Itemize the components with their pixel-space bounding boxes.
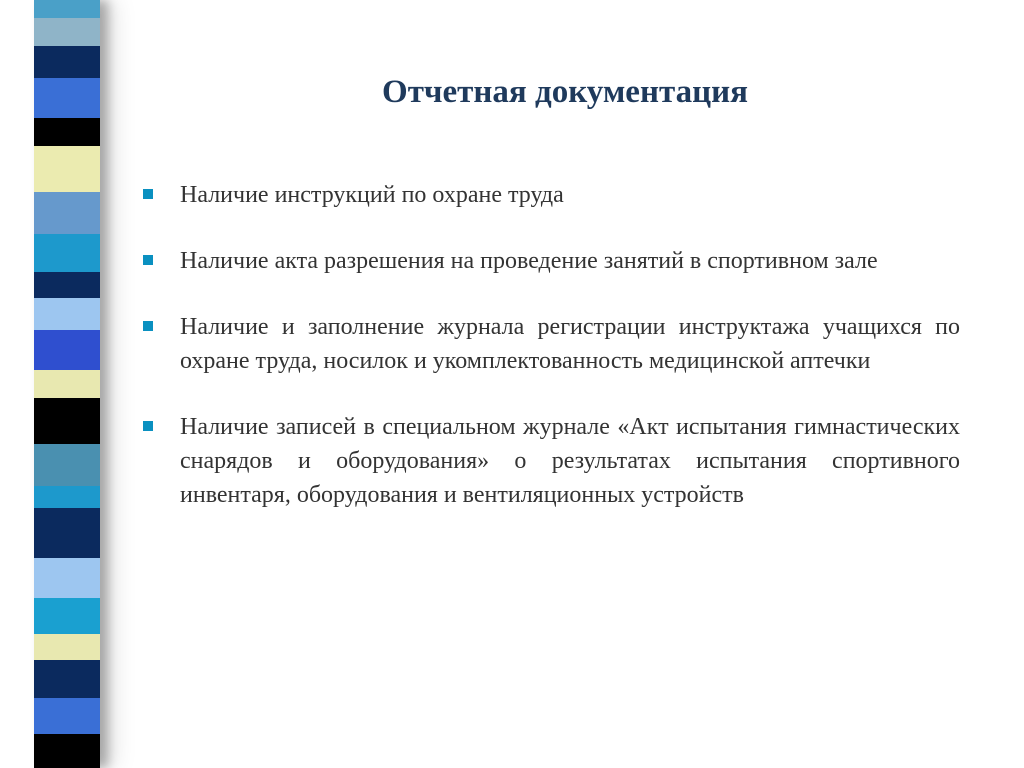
square-bullet-icon <box>143 189 153 199</box>
decorative-stripe-bar <box>34 0 100 768</box>
bullet-text: Наличие и заполнение журнала регистрации инструктажа учащихся по охране труда, носилок и укомплектованность медицинской аптечки <box>180 314 960 374</box>
stripe <box>34 146 100 192</box>
stripe <box>34 272 100 298</box>
square-bullet-icon <box>143 321 153 331</box>
slide-title: Отчетная документация <box>382 74 748 110</box>
stripe <box>34 634 100 660</box>
stripe <box>34 330 100 370</box>
bullet-text: Наличие записей в специальном журнале «Акт испытания гимнастических снарядов и оборудования» о результатах испытания спортивного инвентаря, оборудования и вентиляционных устройств <box>180 414 960 508</box>
stripe <box>34 118 100 146</box>
stripe <box>34 298 100 330</box>
stripe <box>34 558 100 598</box>
bullet-text: Наличие инструкций по охране труда <box>180 182 564 208</box>
stripe <box>34 660 100 698</box>
stripe <box>34 698 100 734</box>
stripe <box>34 18 100 46</box>
stripe <box>34 598 100 634</box>
bullet-list <box>140 178 960 512</box>
bullet-item <box>140 244 960 278</box>
stripe <box>34 234 100 272</box>
stripe <box>34 444 100 486</box>
square-bullet-icon <box>143 255 153 265</box>
stripe <box>34 192 100 234</box>
bullet-item <box>140 310 960 378</box>
bullet-item <box>140 410 960 512</box>
bullet-item <box>140 178 960 212</box>
stripe <box>34 0 100 18</box>
stripe <box>34 398 100 444</box>
stripe <box>34 734 100 768</box>
square-bullet-icon <box>143 421 153 431</box>
stripe <box>34 508 100 558</box>
stripe <box>34 486 100 508</box>
stripe <box>34 370 100 398</box>
bullet-text: Наличие акта разрешения на проведение занятий в спортивном зале <box>180 248 878 274</box>
